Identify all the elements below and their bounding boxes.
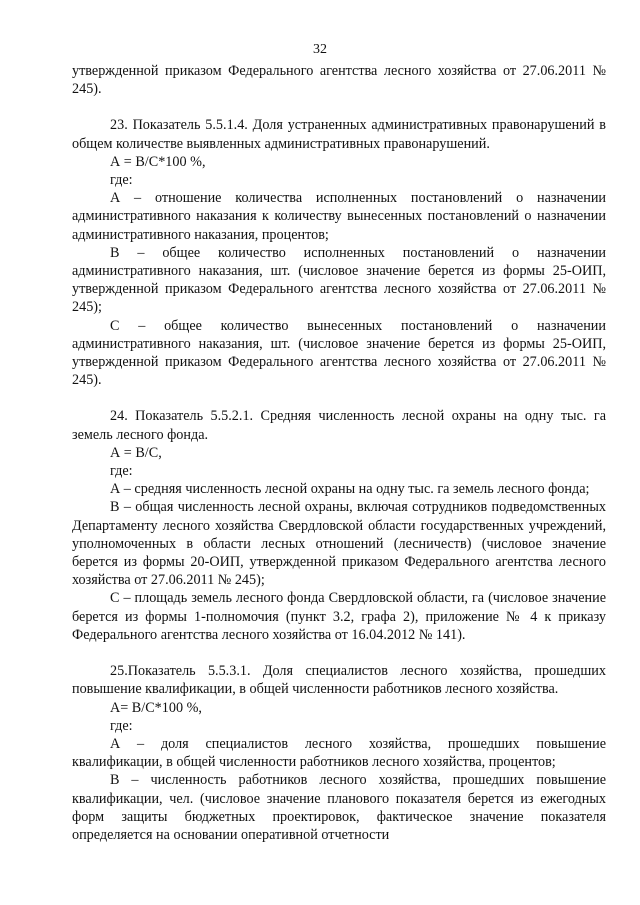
paragraph: А – средняя численность лесной охраны на одну тыс. га земель лесного фонда; [110, 481, 590, 498]
paragraph-spacer [72, 389, 606, 407]
paragraph: утвержденной приказом Федерального агентства лесного хозяйства от 27.06.2011 № 245). [72, 63, 606, 98]
document-body [72, 62, 606, 844]
paragraph: В – общее количество исполненных постановлений о назначении административного наказания, шт. (числовое значение берется из формы 25-ОИП, утвержденной приказом Федерального агентства лесного хозяйства от 27.06.2011 № 245); [72, 244, 606, 316]
paragraph: 25.Показатель 5.5.3.1. Доля специалистов лесного хозяйства, прошедших повышение квалификации, в общей численности работников лесного хозяйства. [72, 663, 606, 698]
paragraph: где: [110, 717, 133, 734]
paragraph-spacer [72, 644, 606, 662]
paragraph: А – доля специалистов лесного хозяйства, прошедших повышение квалификации, в общей численности работников лесного хозяйства, процентов; [72, 735, 606, 771]
paragraph: где: [110, 463, 133, 480]
paragraph: С – общее количество вынесенных постановлений о назначении административного наказания, шт. (числовое значение берется из формы 25-ОИП, утвержденной приказом Федерального агентства лесного хозяйства от 27.06.2011 № 245). [72, 317, 606, 389]
page-number: 32 [313, 42, 327, 57]
paragraph: С – площадь земель лесного фонда Свердловской области, га (числовое значение берется из формы 1-полномочия (пункт 3.2, графа 2), приложение № 4 к приказу Федерального агентства лесного хозяйства от 16.04.2012 № 141). [72, 590, 606, 643]
paragraph: где: [110, 172, 133, 189]
paragraph: А – отношение количества исполненных постановлений о назначении административного наказания к количеству вынесенных постановлений о назначении административного наказания, процентов; [72, 190, 606, 243]
paragraph: В – общая численность лесной охраны, включая сотрудников подведомственных Департаменту лесного хозяйства Свердловской области государственных учреждений, уполномоченных в области лесных отношений (лесничеств) (числовое значение берется из формы 20-ОИП, утвержденной приказом Федерального агентства лесного хозяйства от 27.06.2011 № 245); [72, 499, 606, 589]
paragraph: А= В/С*100 %, [110, 699, 202, 716]
paragraph-spacer [72, 98, 606, 116]
paragraph: А = В/С, [110, 444, 162, 461]
paragraph: А = В/С*100 %, [110, 153, 206, 170]
paragraph: В – численность работников лесного хозяйства, прошедших повышение квалификации, чел. (числовое значение планового показателя берется из ежегодных форм защиты бюджетных проектировок, фактическое значение показателя определяется на основании оперативной отчетности [72, 772, 606, 843]
paragraph: 24. Показатель 5.5.2.1. Средняя численность лесной охраны на одну тыс. га земель лесного фонда. [72, 408, 606, 443]
paragraph: 23. Показатель 5.5.1.4. Доля устраненных административных правонарушений в общем количестве выявленных административных правонарушений. [72, 117, 606, 152]
